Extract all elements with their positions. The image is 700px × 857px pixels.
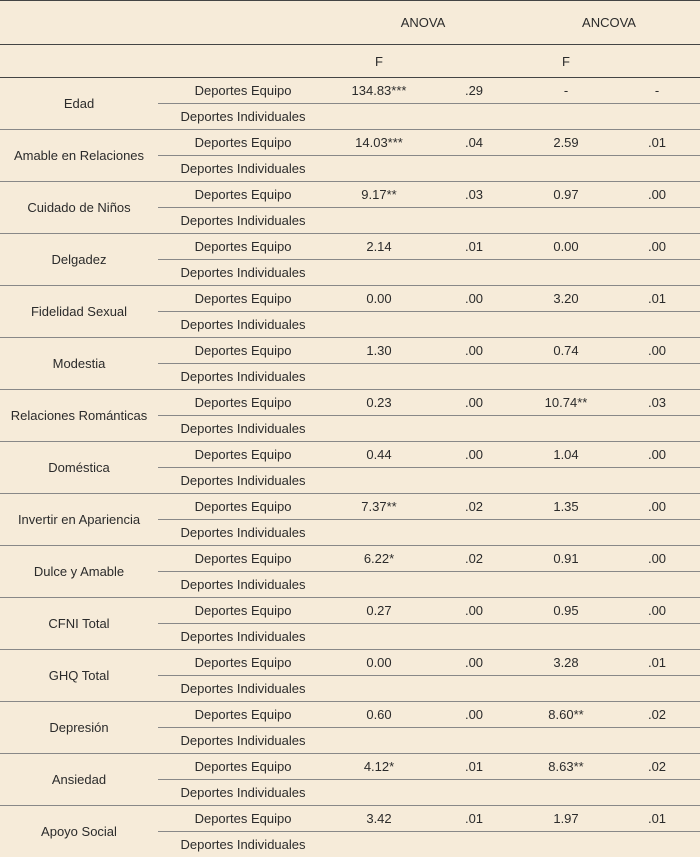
group-team: Deportes Equipo xyxy=(158,390,328,416)
anova-f-value: 14.03*** xyxy=(328,130,430,156)
variable-name: CFNI Total xyxy=(0,598,158,650)
table-row xyxy=(0,338,700,364)
empty-cell xyxy=(614,104,700,130)
anova-f-value: 9.17** xyxy=(328,182,430,208)
table-row xyxy=(0,78,700,104)
empty-cell xyxy=(328,468,430,494)
anova-eta-value: .00 xyxy=(430,286,518,312)
anova-eta-value: .29 xyxy=(430,78,518,104)
group-individual: Deportes Individuales xyxy=(158,416,328,442)
group-individual: Deportes Individuales xyxy=(158,676,328,702)
ancova-f-value: 0.74 xyxy=(518,338,614,364)
header-blank xyxy=(0,45,158,78)
anova-eta-value: .01 xyxy=(430,806,518,832)
anova-eta-value: .00 xyxy=(430,442,518,468)
empty-cell xyxy=(614,416,700,442)
empty-cell xyxy=(328,260,430,286)
empty-cell xyxy=(518,104,614,130)
variable-name: Cuidado de Niños xyxy=(0,182,158,234)
empty-cell xyxy=(614,312,700,338)
group-individual: Deportes Individuales xyxy=(158,208,328,234)
ancova-f-value: 2.59 xyxy=(518,130,614,156)
header-anova-eta xyxy=(430,45,518,78)
empty-cell xyxy=(328,572,430,598)
empty-cell xyxy=(328,416,430,442)
ancova-eta-value: .00 xyxy=(614,546,700,572)
empty-cell xyxy=(614,364,700,390)
empty-cell xyxy=(518,780,614,806)
empty-cell xyxy=(614,832,700,857)
empty-cell xyxy=(430,260,518,286)
variable-name: Dulce y Amable xyxy=(0,546,158,598)
ancova-f-value: 1.97 xyxy=(518,806,614,832)
empty-cell xyxy=(328,312,430,338)
header-ancova-eta xyxy=(614,45,700,78)
table-row xyxy=(0,546,700,572)
variable-name: Doméstica xyxy=(0,442,158,494)
group-individual: Deportes Individuales xyxy=(158,780,328,806)
table-row xyxy=(0,130,700,156)
table-row xyxy=(0,390,700,416)
empty-cell xyxy=(518,416,614,442)
group-team: Deportes Equipo xyxy=(158,598,328,624)
group-individual: Deportes Individuales xyxy=(158,832,328,857)
empty-cell xyxy=(518,468,614,494)
empty-cell xyxy=(430,364,518,390)
group-team: Deportes Equipo xyxy=(158,650,328,676)
group-team: Deportes Equipo xyxy=(158,286,328,312)
group-team: Deportes Equipo xyxy=(158,338,328,364)
variable-name: Edad xyxy=(0,78,158,130)
ancova-eta-value: .00 xyxy=(614,182,700,208)
variable-name: Fidelidad Sexual xyxy=(0,286,158,338)
empty-cell xyxy=(328,676,430,702)
ancova-f-value: 8.60** xyxy=(518,702,614,728)
empty-cell xyxy=(430,832,518,857)
ancova-eta-value: .00 xyxy=(614,442,700,468)
empty-cell xyxy=(518,156,614,182)
group-team: Deportes Equipo xyxy=(158,130,328,156)
empty-cell xyxy=(430,780,518,806)
empty-cell xyxy=(518,364,614,390)
group-individual: Deportes Individuales xyxy=(158,260,328,286)
empty-cell xyxy=(614,676,700,702)
group-individual: Deportes Individuales xyxy=(158,156,328,182)
ancova-eta-value: .00 xyxy=(614,234,700,260)
ancova-f-value: 0.95 xyxy=(518,598,614,624)
empty-cell xyxy=(328,624,430,650)
ancova-eta-value: .03 xyxy=(614,390,700,416)
empty-cell xyxy=(430,624,518,650)
empty-cell xyxy=(518,572,614,598)
header-anova-f: F xyxy=(328,45,430,78)
header-anova: ANOVA xyxy=(328,1,518,45)
variable-name: Apoyo Social xyxy=(0,806,158,857)
ancova-eta-value: .00 xyxy=(614,338,700,364)
group-team: Deportes Equipo xyxy=(158,182,328,208)
empty-cell xyxy=(518,260,614,286)
table-row xyxy=(0,702,700,728)
empty-cell xyxy=(518,312,614,338)
anova-f-value: 0.60 xyxy=(328,702,430,728)
empty-cell xyxy=(430,312,518,338)
ancova-f-value: - xyxy=(518,78,614,104)
empty-cell xyxy=(614,572,700,598)
group-individual: Deportes Individuales xyxy=(158,728,328,754)
group-team: Deportes Equipo xyxy=(158,442,328,468)
variable-name: Relaciones Románticas xyxy=(0,390,158,442)
anova-f-value: 0.44 xyxy=(328,442,430,468)
empty-cell xyxy=(430,520,518,546)
variable-name: Invertir en Apariencia xyxy=(0,494,158,546)
group-team: Deportes Equipo xyxy=(158,702,328,728)
anova-f-value: 4.12* xyxy=(328,754,430,780)
empty-cell xyxy=(614,260,700,286)
ancova-f-value: 0.97 xyxy=(518,182,614,208)
ancova-f-value: 0.00 xyxy=(518,234,614,260)
empty-cell xyxy=(614,520,700,546)
group-individual: Deportes Individuales xyxy=(158,572,328,598)
variable-name: Amable en Relaciones xyxy=(0,130,158,182)
variable-name: GHQ Total xyxy=(0,650,158,702)
anova-eta-value: .00 xyxy=(430,598,518,624)
anova-f-value: 134.83*** xyxy=(328,78,430,104)
table-row xyxy=(0,234,700,260)
table-row xyxy=(0,494,700,520)
ancova-f-value: 1.04 xyxy=(518,442,614,468)
anova-f-value: 0.00 xyxy=(328,286,430,312)
empty-cell xyxy=(614,624,700,650)
ancova-eta-value: .02 xyxy=(614,754,700,780)
empty-cell xyxy=(328,832,430,857)
group-individual: Deportes Individuales xyxy=(158,364,328,390)
empty-cell xyxy=(614,728,700,754)
table-row xyxy=(0,442,700,468)
anova-f-value: 0.00 xyxy=(328,650,430,676)
ancova-f-value: 0.91 xyxy=(518,546,614,572)
empty-cell xyxy=(328,520,430,546)
empty-cell xyxy=(518,208,614,234)
anova-eta-value: .01 xyxy=(430,234,518,260)
empty-cell xyxy=(518,728,614,754)
anova-f-value: 6.22* xyxy=(328,546,430,572)
anova-f-value: 3.42 xyxy=(328,806,430,832)
ancova-f-value: 3.20 xyxy=(518,286,614,312)
group-team: Deportes Equipo xyxy=(158,494,328,520)
variable-name: Ansiedad xyxy=(0,754,158,806)
group-team: Deportes Equipo xyxy=(158,234,328,260)
header-row-groups xyxy=(0,1,700,45)
ancova-eta-value: .02 xyxy=(614,702,700,728)
ancova-eta-value: .01 xyxy=(614,806,700,832)
anova-eta-value: .04 xyxy=(430,130,518,156)
empty-cell xyxy=(430,104,518,130)
table-row xyxy=(0,650,700,676)
ancova-eta-value: .00 xyxy=(614,598,700,624)
empty-cell xyxy=(328,156,430,182)
ancova-eta-value: - xyxy=(614,78,700,104)
empty-cell xyxy=(430,156,518,182)
anova-eta-value: .00 xyxy=(430,338,518,364)
table-row xyxy=(0,182,700,208)
group-individual: Deportes Individuales xyxy=(158,624,328,650)
table-row xyxy=(0,754,700,780)
empty-cell xyxy=(430,676,518,702)
ancova-eta-value: .00 xyxy=(614,494,700,520)
empty-cell xyxy=(430,572,518,598)
header-ancova: ANCOVA xyxy=(518,1,700,45)
anova-f-value: 1.30 xyxy=(328,338,430,364)
ancova-f-value: 10.74** xyxy=(518,390,614,416)
header-blank xyxy=(0,1,158,45)
anova-eta-value: .02 xyxy=(430,546,518,572)
anova-eta-value: .00 xyxy=(430,390,518,416)
table-row xyxy=(0,286,700,312)
empty-cell xyxy=(614,468,700,494)
anova-eta-value: .03 xyxy=(430,182,518,208)
header-blank xyxy=(158,45,328,78)
empty-cell xyxy=(518,624,614,650)
table-body xyxy=(0,78,700,857)
anova-eta-value: .00 xyxy=(430,650,518,676)
anova-eta-value: .02 xyxy=(430,494,518,520)
group-team: Deportes Equipo xyxy=(158,78,328,104)
anova-f-value: 0.27 xyxy=(328,598,430,624)
ancova-f-value: 8.63** xyxy=(518,754,614,780)
empty-cell xyxy=(518,676,614,702)
empty-cell xyxy=(518,520,614,546)
group-team: Deportes Equipo xyxy=(158,754,328,780)
header-row-stats xyxy=(0,45,700,78)
empty-cell xyxy=(430,468,518,494)
ancova-f-value: 3.28 xyxy=(518,650,614,676)
empty-cell xyxy=(328,104,430,130)
empty-cell xyxy=(328,208,430,234)
ancova-eta-value: .01 xyxy=(614,650,700,676)
ancova-f-value: 1.35 xyxy=(518,494,614,520)
variable-name: Delgadez xyxy=(0,234,158,286)
anova-f-value: 2.14 xyxy=(328,234,430,260)
table-row xyxy=(0,806,700,832)
empty-cell xyxy=(614,156,700,182)
variable-name: Modestia xyxy=(0,338,158,390)
empty-cell xyxy=(518,832,614,857)
anova-f-value: 7.37** xyxy=(328,494,430,520)
group-individual: Deportes Individuales xyxy=(158,312,328,338)
empty-cell xyxy=(328,364,430,390)
variable-name: Depresión xyxy=(0,702,158,754)
empty-cell xyxy=(430,208,518,234)
group-individual: Deportes Individuales xyxy=(158,468,328,494)
anova-eta-value: .00 xyxy=(430,702,518,728)
group-team: Deportes Equipo xyxy=(158,806,328,832)
group-individual: Deportes Individuales xyxy=(158,104,328,130)
group-individual: Deportes Individuales xyxy=(158,520,328,546)
empty-cell xyxy=(328,780,430,806)
empty-cell xyxy=(614,208,700,234)
ancova-eta-value: .01 xyxy=(614,130,700,156)
header-ancova-f: F xyxy=(518,45,614,78)
header-blank xyxy=(158,1,328,45)
ancova-eta-value: .01 xyxy=(614,286,700,312)
empty-cell xyxy=(614,780,700,806)
anova-f-value: 0.23 xyxy=(328,390,430,416)
anova-eta-value: .01 xyxy=(430,754,518,780)
empty-cell xyxy=(328,728,430,754)
empty-cell xyxy=(430,728,518,754)
table-row xyxy=(0,598,700,624)
group-team: Deportes Equipo xyxy=(158,546,328,572)
empty-cell xyxy=(430,416,518,442)
